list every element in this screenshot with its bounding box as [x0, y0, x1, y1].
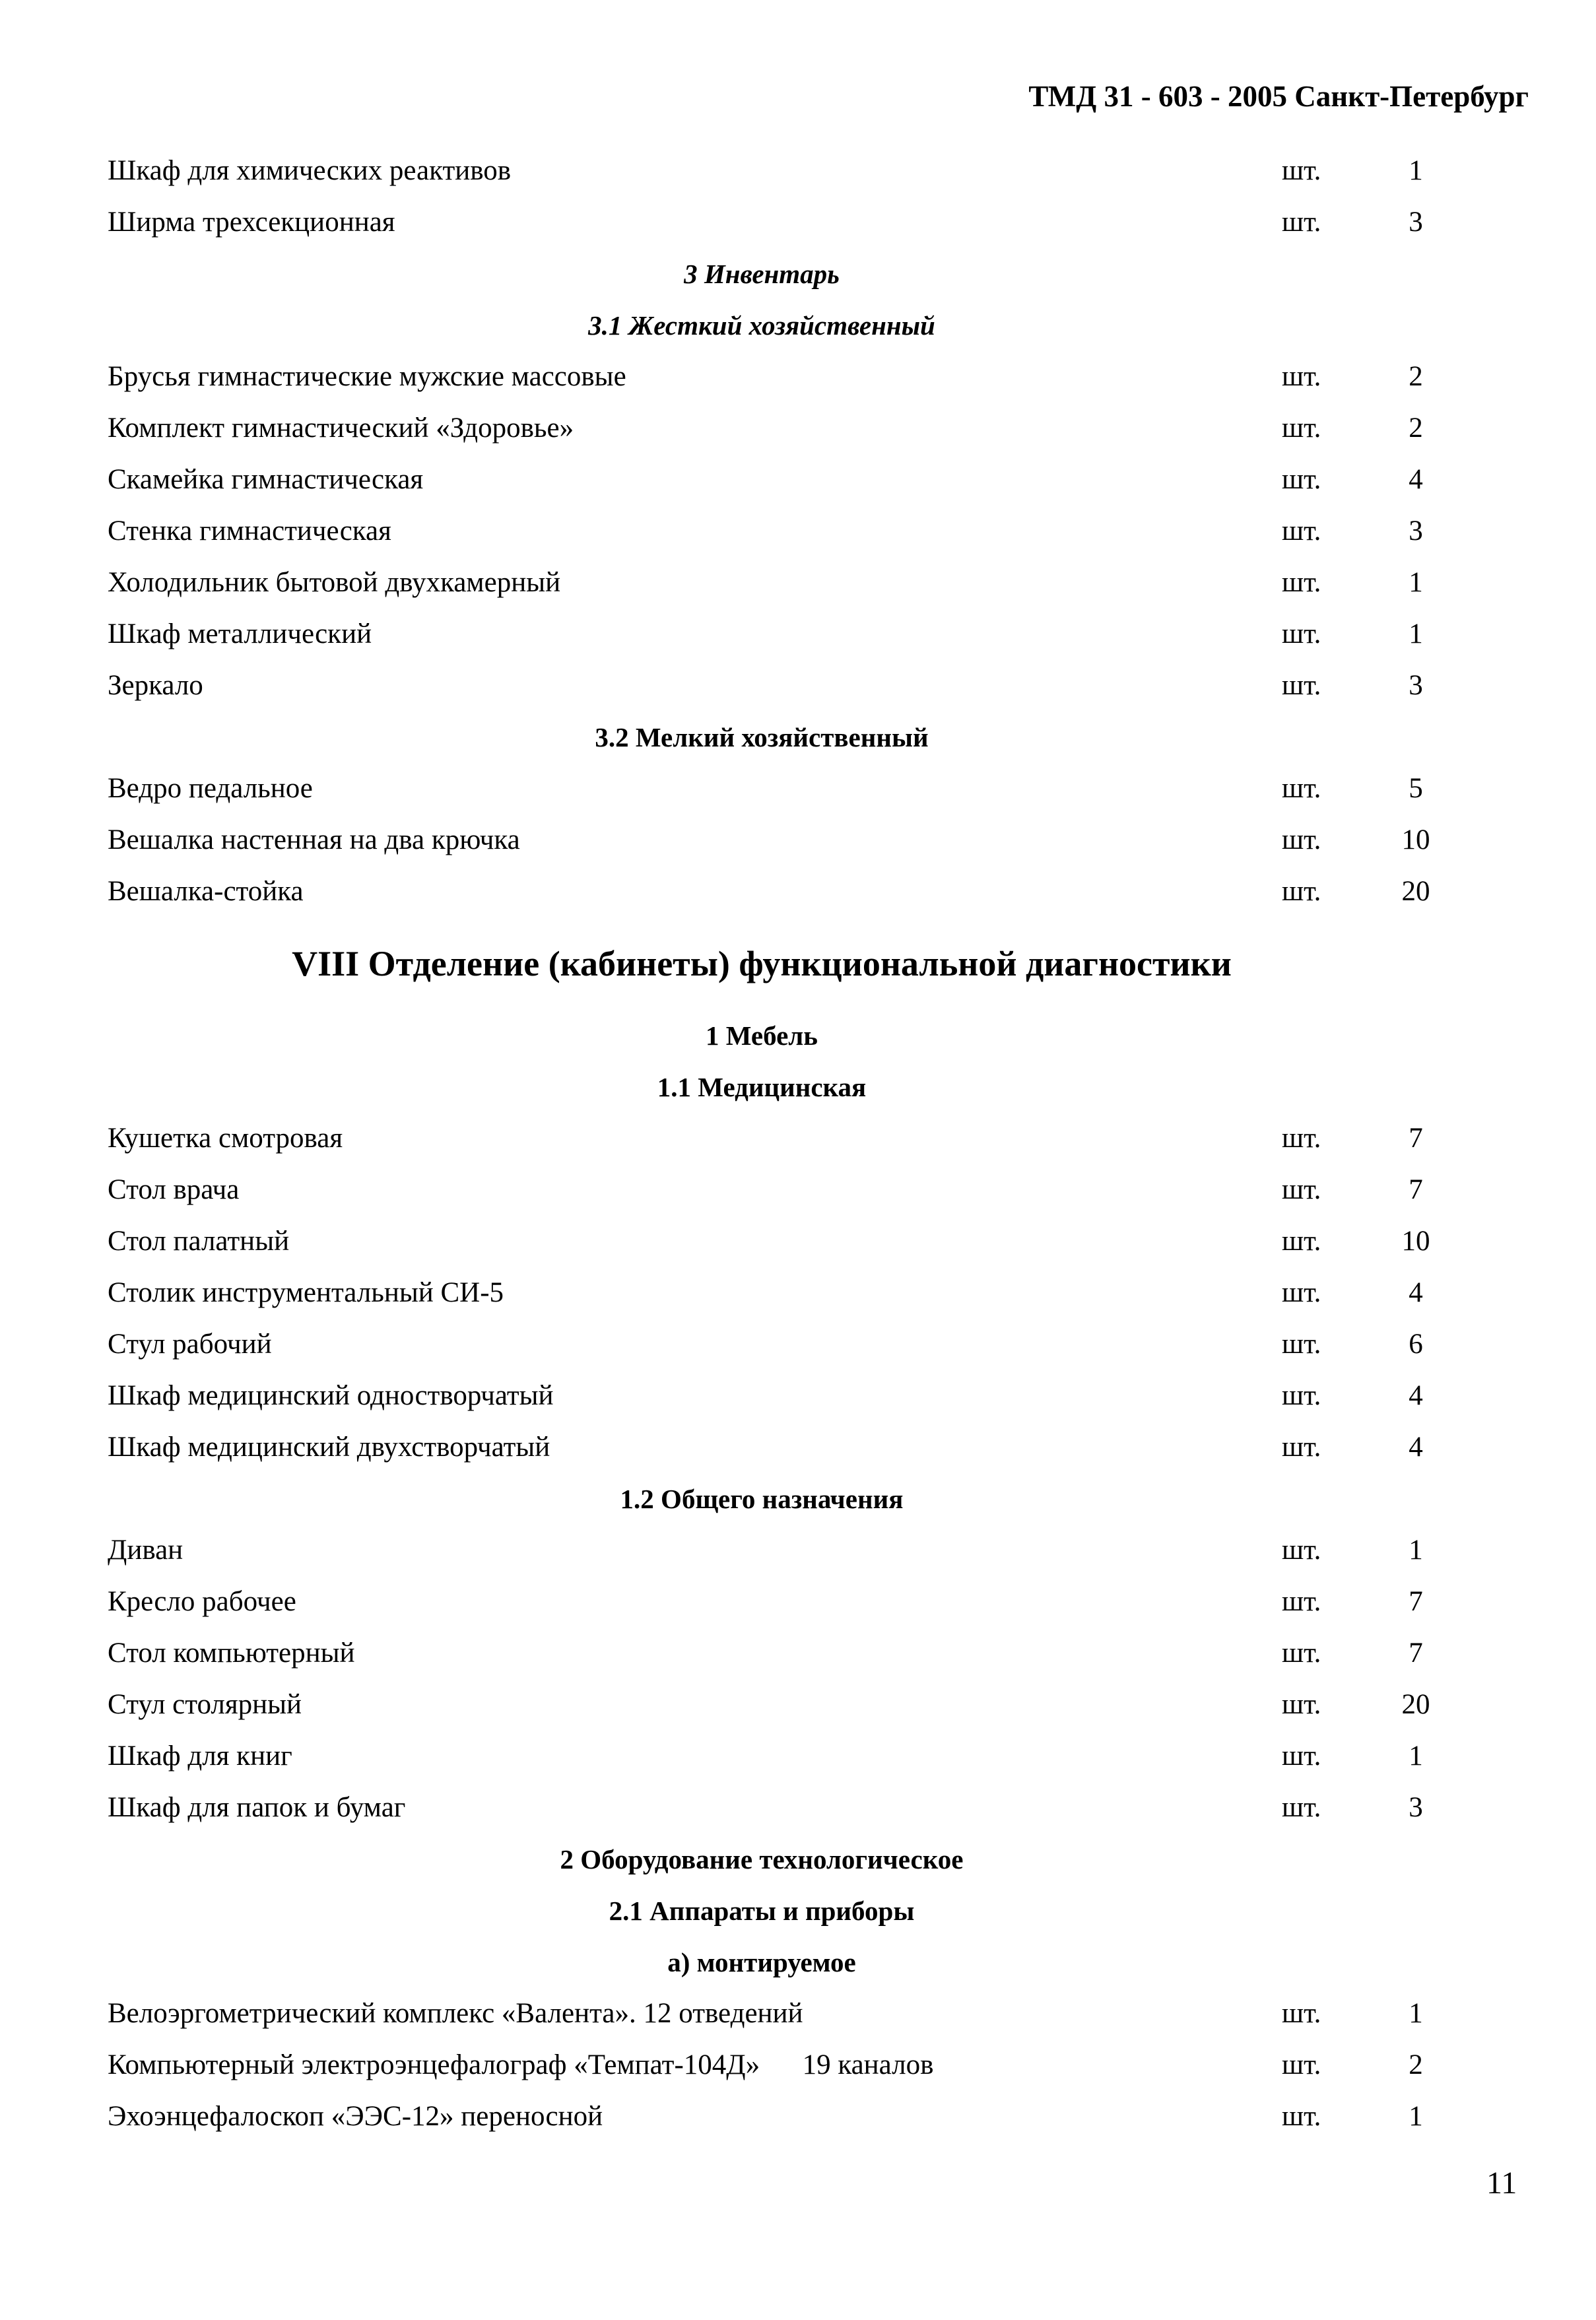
list-item: [0, 609, 1596, 660]
item-name: Стол компьютерный: [108, 1638, 355, 1669]
list-item: [0, 660, 1596, 712]
item-name: Шкаф металлический: [108, 618, 372, 649]
item-name: Компьютерный электроэнцефалограф «Темпат-104Д» 19 каналов: [108, 2049, 934, 2080]
item-name: Шкаф для папок и бумаг: [108, 1792, 406, 1823]
item-unit: шт.: [1282, 1226, 1321, 1257]
item-name: Холодильник бытовой двухкамерный: [108, 567, 561, 598]
subsection-heading: 1.2 Общего назначения: [620, 1484, 904, 1514]
subsection-heading: 1.1 Медицинская: [657, 1072, 867, 1102]
list-item: [0, 1782, 1596, 1834]
item-name: Стул столярный: [108, 1689, 302, 1720]
list-item: [0, 1370, 1596, 1422]
item-unit: шт.: [1282, 773, 1321, 804]
item-quantity: 3: [1409, 670, 1423, 701]
item-name: Шкаф медицинский одностворчатый: [108, 1380, 554, 1411]
item-quantity: 3: [1409, 1792, 1423, 1823]
list-item: [0, 145, 1596, 197]
item-unit: шт.: [1282, 207, 1321, 238]
item-quantity: 2: [1409, 2049, 1423, 2080]
list-item: [0, 1576, 1596, 1628]
item-name: Кресло рабочее: [108, 1586, 296, 1617]
list-item: [0, 1988, 1596, 2039]
list-item: [0, 506, 1596, 557]
list-item: [0, 1164, 1596, 1216]
item-quantity: 10: [1401, 824, 1430, 855]
item-quantity: 4: [1409, 1277, 1423, 1308]
equipment-list: [0, 145, 1596, 2142]
list-item: [0, 1216, 1596, 1267]
list-item: [0, 2039, 1596, 2091]
item-unit: шт.: [1282, 618, 1321, 649]
list-item: [0, 866, 1596, 917]
list-item: [0, 557, 1596, 609]
item-quantity: 3: [1409, 207, 1423, 238]
item-unit: шт.: [1282, 464, 1321, 495]
subsection-heading: 1 Мебель: [706, 1020, 818, 1051]
item-name: Шкаф медицинский двухстворчатый: [108, 1432, 550, 1463]
item-name: Столик инструментальный СИ-5: [108, 1277, 504, 1308]
item-unit: шт.: [1282, 515, 1321, 547]
item-name: Шкаф для химических реактивов: [108, 155, 512, 186]
item-unit: шт.: [1282, 1998, 1321, 2029]
item-quantity: 7: [1409, 1586, 1423, 1617]
item-quantity: 1: [1409, 1740, 1423, 1772]
item-quantity: 1: [1409, 2101, 1423, 2132]
item-unit: шт.: [1282, 824, 1321, 855]
item-unit: шт.: [1282, 567, 1321, 598]
list-item: [0, 197, 1596, 248]
item-quantity: 7: [1409, 1638, 1423, 1669]
item-quantity: 20: [1401, 876, 1430, 907]
item-name: Стол врача: [108, 1174, 240, 1205]
item-name: Комплект гимнастический «Здоровье»: [108, 413, 574, 444]
item-quantity: 2: [1409, 361, 1423, 392]
list-item: [0, 814, 1596, 866]
list-item: [0, 403, 1596, 454]
list-item: [0, 1267, 1596, 1319]
item-unit: шт.: [1282, 1123, 1321, 1154]
list-item: [0, 1319, 1596, 1370]
document-header: ТМД 31 - 603 - 2005 Санкт-Петербург: [1028, 80, 1529, 113]
item-unit: шт.: [1282, 2049, 1321, 2080]
item-unit: шт.: [1282, 1689, 1321, 1720]
item-name: Зеркало: [108, 670, 203, 701]
item-name: Вешалка настенная на два крючка: [108, 824, 520, 855]
item-quantity: 3: [1409, 515, 1423, 547]
item-quantity: 1: [1409, 1535, 1423, 1566]
item-unit: шт.: [1282, 155, 1321, 186]
item-unit: шт.: [1282, 1740, 1321, 1772]
subsection-heading: 3.1 Жесткий хозяйственный: [588, 310, 935, 341]
list-item: [0, 2091, 1596, 2142]
item-name: Скамейка гимнастическая: [108, 464, 424, 495]
item-name: Кушетка смотровая: [108, 1123, 343, 1154]
item-name: Ширма трехсекционная: [108, 207, 395, 238]
item-unit: шт.: [1282, 876, 1321, 907]
item-name: Диван: [108, 1535, 183, 1566]
item-name: Эхоэнцефалоскоп «ЭЭС-12» переносной: [108, 2101, 603, 2132]
subsection-heading: 3 Инвентарь: [684, 259, 840, 289]
subsection-heading: а) монтируемое: [667, 1947, 856, 1977]
item-quantity: 20: [1401, 1689, 1430, 1720]
item-name: Ведро педальное: [108, 773, 313, 804]
item-name: Стул рабочий: [108, 1329, 272, 1360]
item-unit: шт.: [1282, 670, 1321, 701]
item-quantity: 1: [1409, 618, 1423, 649]
item-quantity: 7: [1409, 1174, 1423, 1205]
item-unit: шт.: [1282, 361, 1321, 392]
item-name: Стенка гимнастическая: [108, 515, 391, 547]
item-quantity: 7: [1409, 1123, 1423, 1154]
item-unit: шт.: [1282, 1586, 1321, 1617]
item-name: Брусья гимнастические мужские массовые: [108, 361, 626, 392]
subsection-heading: 2.1 Аппараты и приборы: [609, 1896, 915, 1926]
item-name: Велоэргометрический комплекс «Валента». 12 отведений: [108, 1998, 803, 2029]
list-item: [0, 1113, 1596, 1164]
item-quantity: 4: [1409, 464, 1423, 495]
item-unit: шт.: [1282, 1174, 1321, 1205]
item-quantity: 1: [1409, 155, 1423, 186]
page-number: 11: [1486, 2166, 1517, 2201]
list-item: [0, 1422, 1596, 1473]
list-item: [0, 1731, 1596, 1782]
list-item: [0, 351, 1596, 403]
item-quantity: 5: [1409, 773, 1423, 804]
list-item: [0, 1525, 1596, 1576]
item-name: Стол палатный: [108, 1226, 290, 1257]
item-quantity: 1: [1409, 1998, 1423, 2029]
item-unit: шт.: [1282, 1277, 1321, 1308]
item-quantity: 2: [1409, 413, 1423, 444]
list-item: [0, 454, 1596, 506]
item-quantity: 1: [1409, 567, 1423, 598]
item-unit: шт.: [1282, 1535, 1321, 1566]
list-item: [0, 1628, 1596, 1679]
item-unit: шт.: [1282, 413, 1321, 444]
item-unit: шт.: [1282, 1792, 1321, 1823]
item-unit: шт.: [1282, 2101, 1321, 2132]
item-name: Вешалка-стойка: [108, 876, 304, 907]
item-unit: шт.: [1282, 1432, 1321, 1463]
item-name: Шкаф для книг: [108, 1740, 292, 1772]
item-quantity: 6: [1409, 1329, 1423, 1360]
section-title: VIII Отделение (кабинеты) функциональной диагностики: [292, 944, 1232, 983]
list-item: [0, 763, 1596, 814]
item-quantity: 4: [1409, 1432, 1423, 1463]
subsection-heading: 3.2 Мелкий хозяйственный: [595, 722, 929, 752]
list-item: [0, 1679, 1596, 1731]
subsection-heading: 2 Оборудование технологическое: [560, 1844, 964, 1874]
item-unit: шт.: [1282, 1638, 1321, 1669]
item-unit: шт.: [1282, 1329, 1321, 1360]
item-quantity: 4: [1409, 1380, 1423, 1411]
item-unit: шт.: [1282, 1380, 1321, 1411]
item-quantity: 10: [1401, 1226, 1430, 1257]
